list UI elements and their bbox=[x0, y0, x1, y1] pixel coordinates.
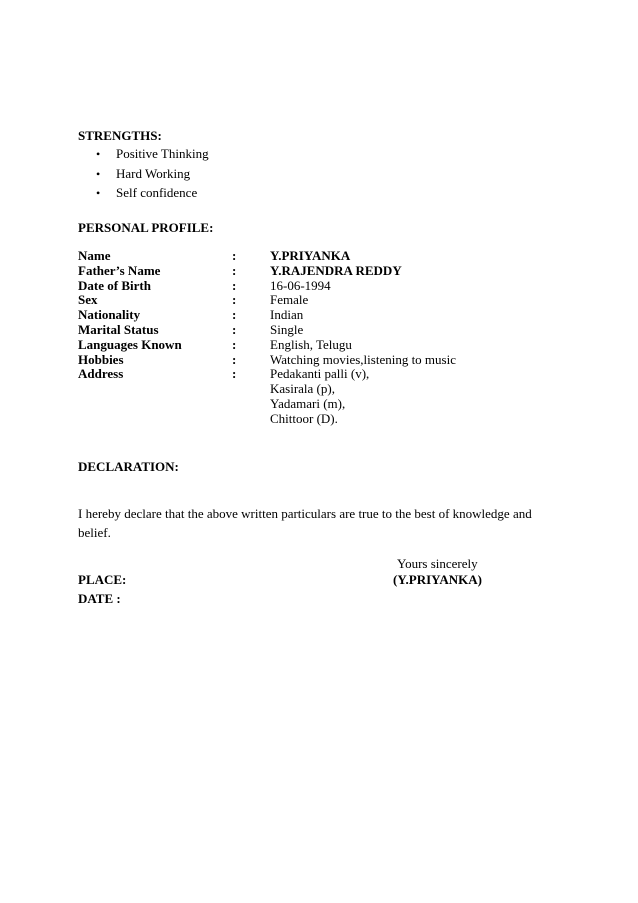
profile-label: Date of Birth bbox=[78, 277, 151, 293]
profile-value: Y.RAJENDRA REDDY bbox=[270, 262, 402, 278]
address-line-text: Kasirala (p), bbox=[270, 381, 335, 397]
closing-text: Yours sincerely bbox=[397, 556, 478, 571]
place-label: PLACE: bbox=[78, 572, 127, 587]
declaration-text: I hereby declare that the above written particulars are true to the best of knowledge and belief. bbox=[78, 506, 532, 540]
bullet-icon: • bbox=[96, 166, 101, 181]
strength-text: Self confidence bbox=[116, 185, 198, 200]
profile-separator: : bbox=[232, 277, 237, 293]
strengths-list bbox=[96, 146, 209, 205]
list-item bbox=[96, 146, 209, 166]
strengths-heading: STRENGTHS: bbox=[78, 128, 162, 143]
profile-label: Hobbies bbox=[78, 351, 124, 367]
profile-label: Languages Known bbox=[78, 336, 182, 352]
personal-profile-heading: PERSONAL PROFILE: bbox=[78, 220, 214, 235]
profile-value: Y.PRIYANKA bbox=[270, 248, 351, 263]
profile-value: English, Telugu bbox=[270, 336, 352, 352]
profile-value: Watching movies,listening to music bbox=[270, 351, 456, 367]
profile-label: Marital Status bbox=[78, 321, 159, 337]
list-item bbox=[96, 166, 209, 186]
profile-separator: : bbox=[232, 307, 237, 323]
address-line-text: Chittoor (D). bbox=[270, 410, 338, 426]
profile-label: Address bbox=[78, 366, 124, 382]
list-item bbox=[96, 185, 209, 205]
profile-separator: : bbox=[232, 321, 237, 337]
strength-text: Hard Working bbox=[116, 165, 191, 181]
date-label: DATE : bbox=[78, 591, 121, 606]
strength-text: Positive Thinking bbox=[116, 146, 209, 161]
profile-separator: : bbox=[232, 248, 237, 263]
profile-label: Sex bbox=[78, 292, 98, 308]
profile-value: 16-06-1994 bbox=[270, 277, 331, 293]
profile-value: Indian bbox=[270, 307, 304, 323]
bullet-icon: • bbox=[96, 186, 101, 200]
profile-separator: : bbox=[232, 366, 237, 382]
signature-name: (Y.PRIYANKA) bbox=[393, 572, 482, 587]
profile-label: Name bbox=[78, 248, 111, 263]
declaration-heading: DECLARATION: bbox=[78, 459, 179, 474]
profile-value: Single bbox=[270, 321, 304, 337]
profile-label: Father’s Name bbox=[78, 262, 161, 278]
profile-separator: : bbox=[232, 292, 237, 308]
profile-value: Female bbox=[270, 292, 309, 308]
bullet-icon: • bbox=[96, 147, 101, 161]
profile-separator: : bbox=[232, 351, 237, 367]
profile-value: Pedakanti palli (v), bbox=[270, 366, 370, 382]
profile-separator: : bbox=[232, 336, 237, 352]
profile-separator: : bbox=[232, 262, 237, 278]
address-line-text: Yadamari (m), bbox=[270, 395, 346, 411]
profile-label: Nationality bbox=[78, 307, 141, 323]
